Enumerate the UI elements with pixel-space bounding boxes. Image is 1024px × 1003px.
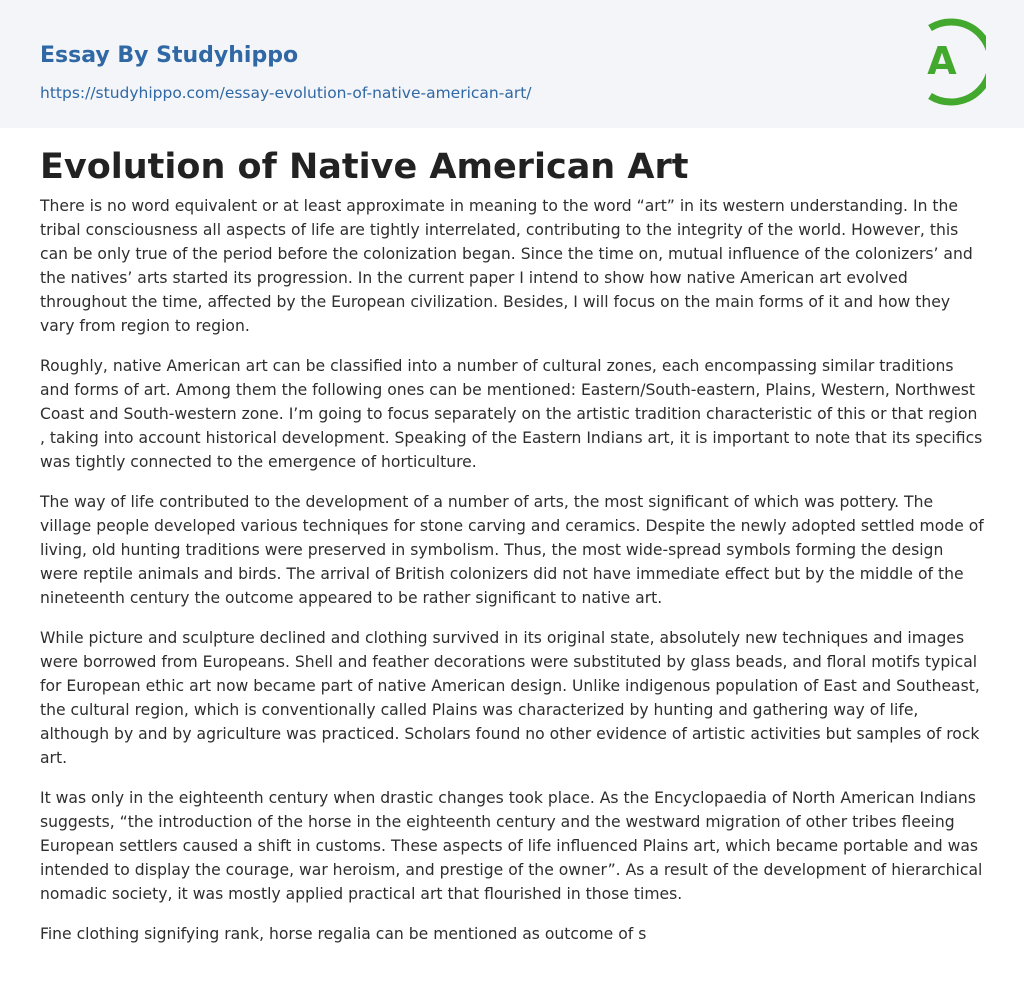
essay-paragraph: The way of life contributed to the development of a number of arts, the most significant of which was pottery. The village people developed various techniques for stone carving and ceramics. Despite the newly adopted settled mode of living, old hunting traditions were preserved in symbolism. Thus, the most wide-spread symbols forming the design were reptile animals and birds. The arrival of British colonizers did not have immediate effect but by the middle of the nineteenth century the outcome appeared to be rather significant to native art.: [40, 493, 984, 607]
essay-url-link[interactable]: https://studyhippo.com/essay-evolution-of-native-american-art/: [40, 84, 532, 102]
essay-paragraph: Roughly, native American art can be classified into a number of cultural zones, each encompassing similar traditions and forms of art. Among them the following ones can be mentioned: Eastern/South-eastern, Plains, Western, Northwest Coast and South-western zone. I’m going to focus separately on the artistic tradition characteristic of this or that region , taking into account historical development. Speaking of the Eastern Indians art, it is important to note that its specifics was tightly connected to the emergence of horticulture.: [40, 357, 983, 471]
logo-letter: A: [927, 39, 957, 83]
essay-paragraph: It was only in the eighteenth century when drastic changes took place. As the Encyclopaedia of North American Indians suggests, “the introduction of the horse in the eighteenth century and the westward migration of other tribes fleeing European settlers caused a shift in customs. These aspects of life influenced Plains art, which became portable and was intended to display the courage, war heroism, and prestige of the owner”. As a result of the development of hierarchical nomadic society, it was mostly applied practical art that flourished in those times.: [40, 789, 983, 903]
essay-paragraph: There is no word equivalent or at least approximate in meaning to the word “art” in its western understanding. In the tribal consciousness all aspects of life are tightly interrelated, contributing to the integrity of the world. However, this can be only true of the period before the colonization began. Since the time on, mutual influence of the colonizers’ and the natives’ arts started its progression. In the current paper I intend to show how native American art evolved throughout the time, affected by the European civilization. Besides, I will focus on the main forms of it and how they vary from region to region.: [40, 197, 973, 335]
studyhippo-logo-icon[interactable]: [916, 18, 986, 106]
essay-content: [0, 128, 1024, 946]
essay-paragraph-truncated: Fine clothing signifying rank, horse regalia can be mentioned as outcome of s: [40, 925, 647, 943]
site-title[interactable]: Essay By Studyhippo: [40, 43, 299, 68]
site-header: [0, 0, 1024, 128]
essay-title: Evolution of Native American Art: [40, 147, 689, 187]
essay-paragraph: While picture and sculpture declined and clothing survived in its original state, absolutely new techniques and images were borrowed from Europeans. Shell and feather decorations were substituted by glass beads, and floral motifs typical for European ethic art now became part of native American design. Unlike indigenous population of East and Southeast, the cultural region, which is conventionally called Plains was characterized by hunting and gathering way of life, although by and by agriculture was practiced. Scholars found no other evidence of artistic activities but samples of rock art.: [40, 629, 980, 767]
